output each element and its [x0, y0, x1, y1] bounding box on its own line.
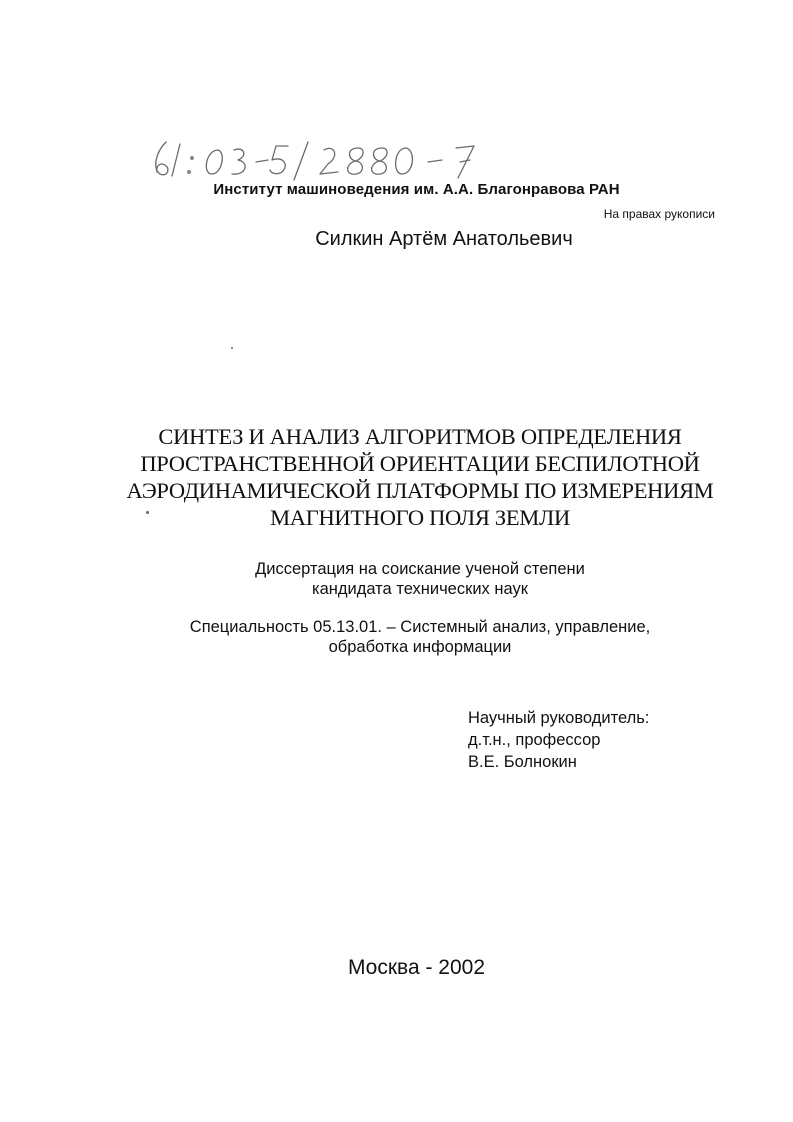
institute-name: Институт машиноведения им. А.А. Благонравова РАН: [213, 181, 620, 198]
specialty-line: обработка информации: [328, 638, 512, 656]
degree-line: Диссертация на соискание ученой степени: [255, 560, 585, 578]
city-year: Москва - 2002: [347, 956, 486, 979]
supervisor-title: д.т.н., профессор: [468, 731, 601, 749]
supervisor-name: В.Е. Болнокин: [468, 753, 577, 771]
degree-statement: [120, 559, 720, 599]
degree-line: кандидата технических наук: [312, 580, 528, 598]
title-line: ПРОСТРАНСТВЕННОЙ ОРИЕНТАЦИИ БЕСПИЛОТНОЙ: [140, 451, 700, 476]
specialty-statement: [120, 617, 720, 657]
scan-speck: [146, 511, 149, 514]
supervisor-role: Научный руководитель:: [468, 709, 650, 727]
title-line: АЭРОДИНАМИЧЕСКОЙ ПЛАТФОРМЫ ПО ИЗМЕРЕНИЯМ: [126, 478, 714, 503]
scan-speck: [231, 347, 233, 349]
dissertation-title: [120, 423, 720, 531]
specialty-line: Специальность 05.13.01. – Системный анализ, управление,: [189, 618, 651, 636]
supervisor-block: [468, 707, 649, 773]
title-line: СИНТЕЗ И АНАЛИЗ АЛГОРИТМОВ ОПРЕДЕЛЕНИЯ: [158, 424, 682, 449]
author-name: Силкин Артём Анатольевич: [315, 228, 573, 250]
manuscript-rights-note: На правах рукописи: [603, 207, 715, 221]
title-line: МАГНИТНОГО ПОЛЯ ЗЕМЛИ: [270, 505, 570, 530]
